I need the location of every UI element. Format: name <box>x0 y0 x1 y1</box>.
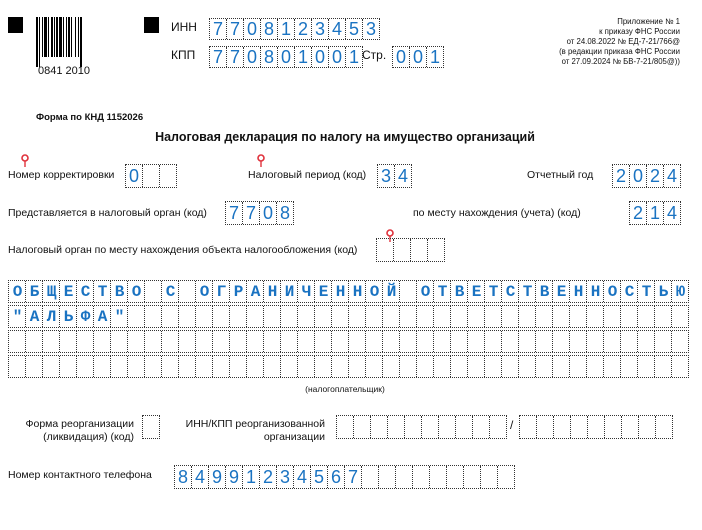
year-label: Отчетный год <box>527 169 594 181</box>
char-cell: 3 <box>378 165 395 187</box>
char-cell <box>554 416 571 438</box>
char-cell <box>349 331 366 352</box>
taxpayer-name-row[interactable] <box>8 355 689 378</box>
inn-label: ИНН <box>171 20 197 34</box>
phone-field[interactable] <box>174 465 515 489</box>
char-cell <box>383 331 400 352</box>
char-cell <box>94 356 111 377</box>
char-cell <box>315 356 332 377</box>
char-cell <box>502 356 519 377</box>
char-cell: 7 <box>227 19 244 39</box>
char-cell <box>428 239 444 261</box>
char-cell: 4 <box>666 166 677 186</box>
kpp-field[interactable] <box>209 46 363 68</box>
char-cell <box>456 416 473 438</box>
char-cell: 9 <box>209 466 226 488</box>
char-cell <box>43 331 60 352</box>
char-cell <box>332 356 349 377</box>
char-cell <box>230 331 247 352</box>
period-label: Налоговый период (код) <box>248 169 367 181</box>
kpp-label: КПП <box>171 48 196 62</box>
char-cell: 8 <box>261 19 278 39</box>
char-cell <box>434 356 451 377</box>
char-cell <box>379 466 396 488</box>
taxpayer-name-text: "АЛЬФА" <box>12 307 132 326</box>
char-cell <box>143 165 160 187</box>
char-cell: 0 <box>630 165 647 187</box>
char-cell: 7 <box>210 47 227 67</box>
char-cell <box>247 356 264 377</box>
appendix-line: от 24.08.2022 № ЕД-7-21/766@ <box>566 37 680 46</box>
char-cell <box>413 466 430 488</box>
char-cell <box>315 331 332 352</box>
char-cell: 0 <box>329 47 346 67</box>
correction-field[interactable] <box>125 164 177 188</box>
char-cell <box>638 356 655 377</box>
pin-icon <box>19 154 31 168</box>
char-cell <box>655 331 672 352</box>
char-cell: 3 <box>277 466 294 488</box>
char-cell: 4 <box>666 203 677 223</box>
char-cell <box>162 331 179 352</box>
char-cell <box>196 356 213 377</box>
char-cell: 3 <box>312 19 329 39</box>
char-cell: 4 <box>397 166 408 186</box>
char-cell: 7 <box>227 47 244 67</box>
char-cell <box>588 416 605 438</box>
char-cell <box>604 356 621 377</box>
char-cell <box>349 306 366 327</box>
char-cell <box>332 331 349 352</box>
char-cell <box>672 331 688 352</box>
separator: / <box>510 418 514 432</box>
char-cell <box>519 306 536 327</box>
char-cell <box>536 356 553 377</box>
char-cell <box>430 466 447 488</box>
page-field[interactable] <box>392 46 444 68</box>
char-cell <box>570 306 587 327</box>
char-cell <box>281 331 298 352</box>
taxpayer-name-row[interactable] <box>8 305 689 328</box>
char-cell <box>468 331 485 352</box>
corner-marker <box>144 17 159 33</box>
char-cell <box>264 356 281 377</box>
char-cell <box>366 306 383 327</box>
location-field[interactable] <box>629 201 681 225</box>
char-cell <box>485 331 502 352</box>
char-cell <box>315 306 332 327</box>
char-cell <box>337 416 354 438</box>
char-cell: 2 <box>647 165 664 187</box>
char-cell <box>672 306 688 327</box>
char-cell <box>587 331 604 352</box>
char-cell <box>417 306 434 327</box>
char-cell <box>570 331 587 352</box>
appendix-note <box>559 17 680 67</box>
char-cell <box>502 331 519 352</box>
correction-label: Номер корректировки <box>8 169 115 181</box>
char-cell <box>394 239 411 261</box>
char-cell: 0 <box>244 47 261 67</box>
char-cell <box>281 306 298 327</box>
appendix-line: (в редакции приказа ФНС России <box>559 47 680 56</box>
char-cell <box>502 306 519 327</box>
char-cell <box>298 331 315 352</box>
char-cell <box>366 331 383 352</box>
char-cell <box>621 356 638 377</box>
char-cell <box>468 356 485 377</box>
char-cell <box>349 356 366 377</box>
char-cell <box>656 416 672 438</box>
char-cell <box>230 356 247 377</box>
char-cell: 7 <box>226 202 243 224</box>
taxpayer-caption: (налогоплательщик) <box>305 384 385 394</box>
char-cell <box>362 466 379 488</box>
char-cell <box>162 356 179 377</box>
char-cell <box>388 416 405 438</box>
char-cell <box>298 306 315 327</box>
char-cell <box>481 466 498 488</box>
char-cell <box>570 356 587 377</box>
char-cell <box>451 306 468 327</box>
reorg-inn-field[interactable] <box>336 415 507 439</box>
char-cell: 2 <box>260 466 277 488</box>
char-cell: 1 <box>278 19 295 39</box>
char-cell <box>128 356 145 377</box>
char-cell <box>77 331 94 352</box>
char-cell: 8 <box>175 466 192 488</box>
char-cell <box>94 331 111 352</box>
char-cell <box>519 331 536 352</box>
taxpayer-name-row[interactable] <box>8 330 689 353</box>
char-cell <box>587 356 604 377</box>
char-cell <box>377 239 394 261</box>
barcode-bar <box>82 17 84 67</box>
char-cell <box>485 356 502 377</box>
char-cell <box>264 306 281 327</box>
char-cell <box>366 356 383 377</box>
char-cell <box>179 306 196 327</box>
char-cell <box>371 416 388 438</box>
char-cell <box>396 466 413 488</box>
char-cell <box>111 331 128 352</box>
pin-icon <box>255 154 267 168</box>
char-cell: 4 <box>329 19 346 39</box>
char-cell <box>553 356 570 377</box>
char-cell: 0 <box>410 47 427 67</box>
char-cell: 8 <box>261 47 278 67</box>
char-cell <box>298 356 315 377</box>
char-cell <box>383 306 400 327</box>
object-authority-field[interactable] <box>376 238 445 262</box>
char-cell <box>411 239 428 261</box>
char-cell <box>400 306 417 327</box>
char-cell <box>247 331 264 352</box>
char-cell <box>439 416 456 438</box>
char-cell: 5 <box>311 466 328 488</box>
char-cell <box>332 306 349 327</box>
char-cell <box>145 356 162 377</box>
char-cell <box>405 416 422 438</box>
period-field[interactable] <box>377 164 412 188</box>
char-cell: 7 <box>243 202 260 224</box>
appendix-line: к приказу ФНС России <box>599 27 680 36</box>
char-cell: 1 <box>295 47 312 67</box>
char-cell <box>179 331 196 352</box>
appendix-line: Приложение № 1 <box>617 17 680 26</box>
char-cell: 1 <box>647 202 664 224</box>
char-cell <box>490 416 506 438</box>
char-cell <box>383 356 400 377</box>
char-cell <box>485 306 502 327</box>
location-label: по месту нахождения (учета) (код) <box>413 207 581 219</box>
char-cell <box>145 306 162 327</box>
char-cell <box>354 416 371 438</box>
char-cell: 9 <box>226 466 243 488</box>
char-cell <box>498 466 514 488</box>
char-cell <box>128 331 145 352</box>
reorg-kpp-field[interactable] <box>519 415 673 439</box>
char-cell <box>473 416 490 438</box>
char-cell <box>179 356 196 377</box>
char-cell <box>672 356 688 377</box>
char-cell <box>434 331 451 352</box>
char-cell <box>571 416 588 438</box>
char-cell: 1 <box>243 466 260 488</box>
char-cell: 1 <box>348 47 359 67</box>
char-cell <box>160 165 176 187</box>
char-cell <box>60 331 77 352</box>
char-cell: 0 <box>244 19 261 39</box>
barcode <box>36 17 96 67</box>
year-field[interactable] <box>612 164 681 188</box>
char-cell <box>655 306 672 327</box>
char-cell: 2 <box>630 202 647 224</box>
object-authority-label: Налоговый орган по месту нахождения объекта налогообложения (код) <box>8 244 358 256</box>
char-cell: 3 <box>365 19 376 39</box>
char-cell <box>145 331 162 352</box>
char-cell: 4 <box>294 466 311 488</box>
char-cell <box>26 331 43 352</box>
char-cell <box>417 356 434 377</box>
char-cell <box>451 331 468 352</box>
char-cell <box>621 331 638 352</box>
char-cell <box>638 331 655 352</box>
phone-label: Номер контактного телефона <box>8 469 152 481</box>
char-cell <box>43 356 60 377</box>
char-cell: 6 <box>328 466 345 488</box>
char-cell <box>464 466 481 488</box>
page-label: Стр. <box>362 48 387 62</box>
char-cell <box>417 331 434 352</box>
char-cell: 0 <box>312 47 329 67</box>
char-cell <box>281 356 298 377</box>
reorg-form-label <box>0 418 134 444</box>
taxpayer-name-text <box>9 356 13 377</box>
char-cell <box>587 306 604 327</box>
taxpayer-name-row[interactable] <box>8 280 693 303</box>
char-cell: 2 <box>295 19 312 39</box>
char-cell <box>621 306 638 327</box>
char-cell <box>536 331 553 352</box>
char-cell <box>77 356 94 377</box>
char-cell <box>520 416 537 438</box>
corner-marker <box>8 17 23 33</box>
char-cell <box>247 306 264 327</box>
char-cell <box>604 306 621 327</box>
barcode-number: 0841 2010 <box>38 65 90 77</box>
char-cell: 0 <box>260 202 277 224</box>
char-cell <box>622 416 639 438</box>
char-cell <box>400 331 417 352</box>
char-cell <box>111 356 128 377</box>
char-cell <box>639 416 656 438</box>
char-cell: 0 <box>393 47 410 67</box>
form-code: Форма по КНД 1152026 <box>36 112 144 123</box>
char-cell <box>213 356 230 377</box>
char-cell <box>196 306 213 327</box>
inn-field[interactable] <box>209 18 380 40</box>
char-cell: 2 <box>613 165 630 187</box>
char-cell <box>553 331 570 352</box>
char-cell <box>447 466 464 488</box>
char-cell <box>213 306 230 327</box>
char-cell <box>468 306 485 327</box>
char-cell <box>536 306 553 327</box>
char-cell <box>196 331 213 352</box>
char-cell <box>400 356 417 377</box>
char-cell <box>230 306 247 327</box>
char-cell <box>213 331 230 352</box>
char-cell <box>434 306 451 327</box>
reorg-inn-kpp-label-line: организации <box>263 431 325 443</box>
taxpayer-name-text: ОБЩЕСТВО С ОГРАНИЧЕННОЙ ОТВЕТСТВЕННОСТЬЮ <box>12 282 693 301</box>
reorg-form-label-line: Форма реорганизации <box>25 418 134 430</box>
page-title: Налоговая декларация по налогу на имущество организаций <box>155 130 535 144</box>
tax-authority-label: Представляется в налоговый орган (код) <box>8 207 207 219</box>
reorg-form-label-line: (ликвидация) (код) <box>43 431 134 443</box>
char-cell: 5 <box>346 19 363 39</box>
char-cell: 4 <box>192 466 209 488</box>
char-cell: 7 <box>210 19 227 39</box>
char-cell <box>553 306 570 327</box>
char-cell <box>519 356 536 377</box>
appendix-line: от 27.09.2024 № БВ-7-21/805@)) <box>561 57 680 66</box>
reorg-inn-kpp-label-line: ИНН/КПП реорганизованной <box>185 418 325 430</box>
char-cell <box>60 356 77 377</box>
char-cell: 7 <box>345 466 362 488</box>
char-cell: 0 <box>126 165 143 187</box>
char-cell <box>264 331 281 352</box>
reorg-inn-kpp-label <box>150 418 325 444</box>
char-cell <box>451 356 468 377</box>
char-cell <box>162 306 179 327</box>
tax-authority-field[interactable] <box>225 201 294 225</box>
char-cell: 1 <box>429 47 440 67</box>
char-cell <box>655 356 672 377</box>
char-cell <box>537 416 554 438</box>
char-cell <box>638 306 655 327</box>
char-cell: 0 <box>278 47 295 67</box>
char-cell: 8 <box>279 203 290 223</box>
char-cell <box>422 416 439 438</box>
char-cell <box>605 416 622 438</box>
char-cell <box>604 331 621 352</box>
taxpayer-name-text <box>9 331 13 352</box>
char-cell <box>26 356 43 377</box>
